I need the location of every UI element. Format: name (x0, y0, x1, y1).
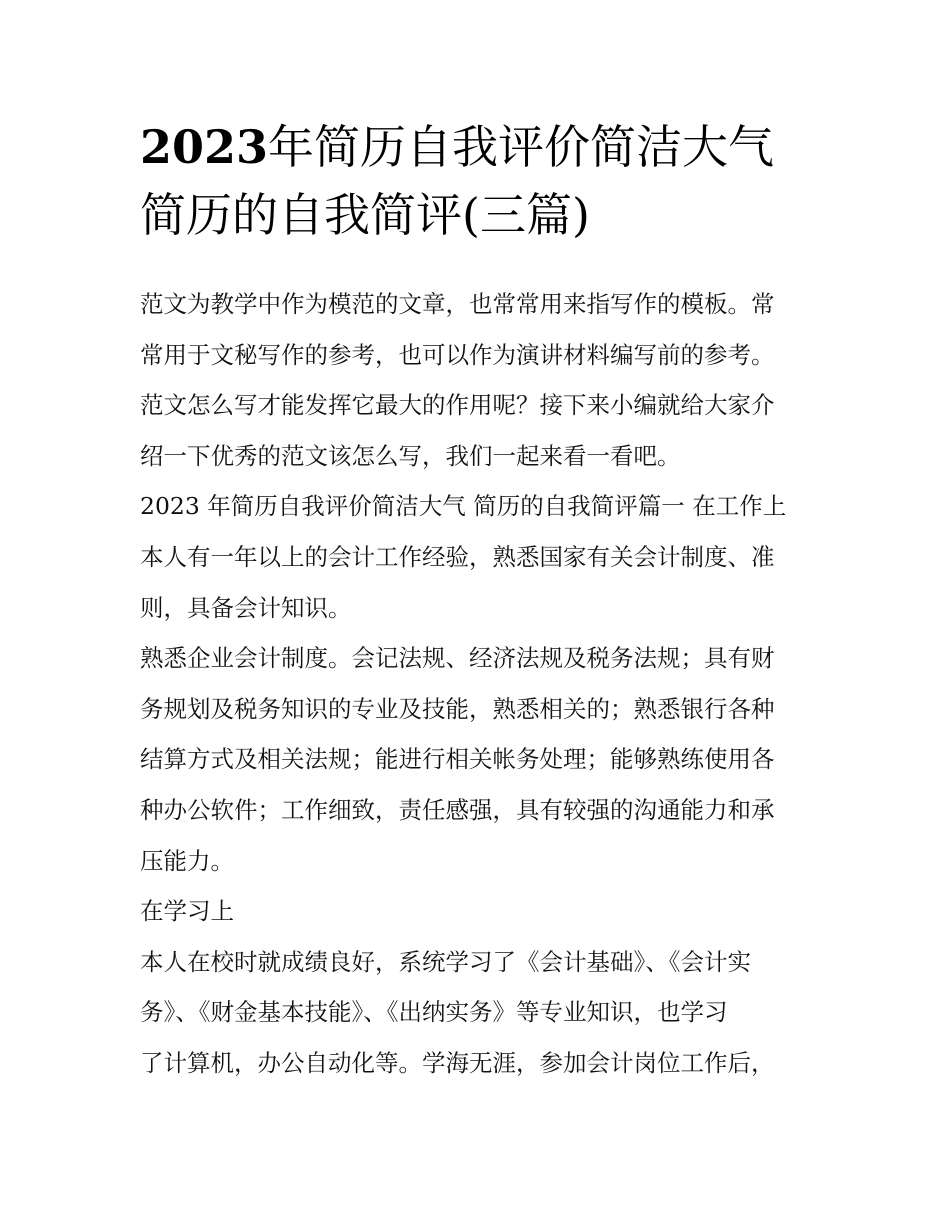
body-line: 常用于文秘写作的参考，也可以作为演讲材料编写前的参考。 (140, 340, 775, 369)
body-line: 范文怎么写才能发挥它最大的作用呢？接下来小编就给大家介 (140, 391, 775, 420)
body-line: 2023 年简历自我评价简洁大气 简历的自我简评篇一 在工作上 (140, 492, 787, 521)
body-line: 熟悉企业会计制度。会记法规、经济法规及税务法规；具有财 (140, 644, 775, 673)
title-line-2: 简历的自我简评(三篇) (140, 188, 590, 242)
body-line: 本人有一年以上的会计工作经验，熟悉国家有关会计制度、准 (140, 542, 775, 571)
body-line: 压能力。 (140, 846, 234, 875)
title-line-1-text: 年简历自我评价简洁大气 (268, 120, 775, 174)
body-line: 种办公软件；工作细致，责任感强，具有较强的沟通能力和承 (140, 795, 775, 824)
body-line: 在学习上 (140, 897, 234, 926)
body-line: 范文为教学中作为模范的文章，也常常用来指写作的模板。常 (140, 290, 775, 318)
title-line-1 (140, 113, 820, 181)
title-year: 2023 (140, 120, 269, 174)
document-body (140, 279, 820, 1089)
body-line: 务》、《财金基本技能》、《出纳实务》等专业知识，也学习 (140, 998, 728, 1027)
body-line: 结算方式及相关法规；能进行相关帐务处理；能够熟练使用各 (140, 745, 775, 774)
body-line: 了计算机，办公自动化等。学海无涯，参加会计岗位工作后， (140, 1048, 775, 1077)
body-line: 绍一下优秀的范文该怎么写，我们一起来看一看吧。 (140, 441, 681, 470)
body-line: 本人在校时就成绩良好，系统学习了《会计基础》、《会计实 (140, 947, 751, 976)
body-line: 务规划及税务知识的专业及技能，熟悉相关的；熟悉银行各种 (140, 694, 775, 723)
document-title (140, 113, 820, 249)
body-line: 则，具备会计知识。 (140, 593, 352, 622)
